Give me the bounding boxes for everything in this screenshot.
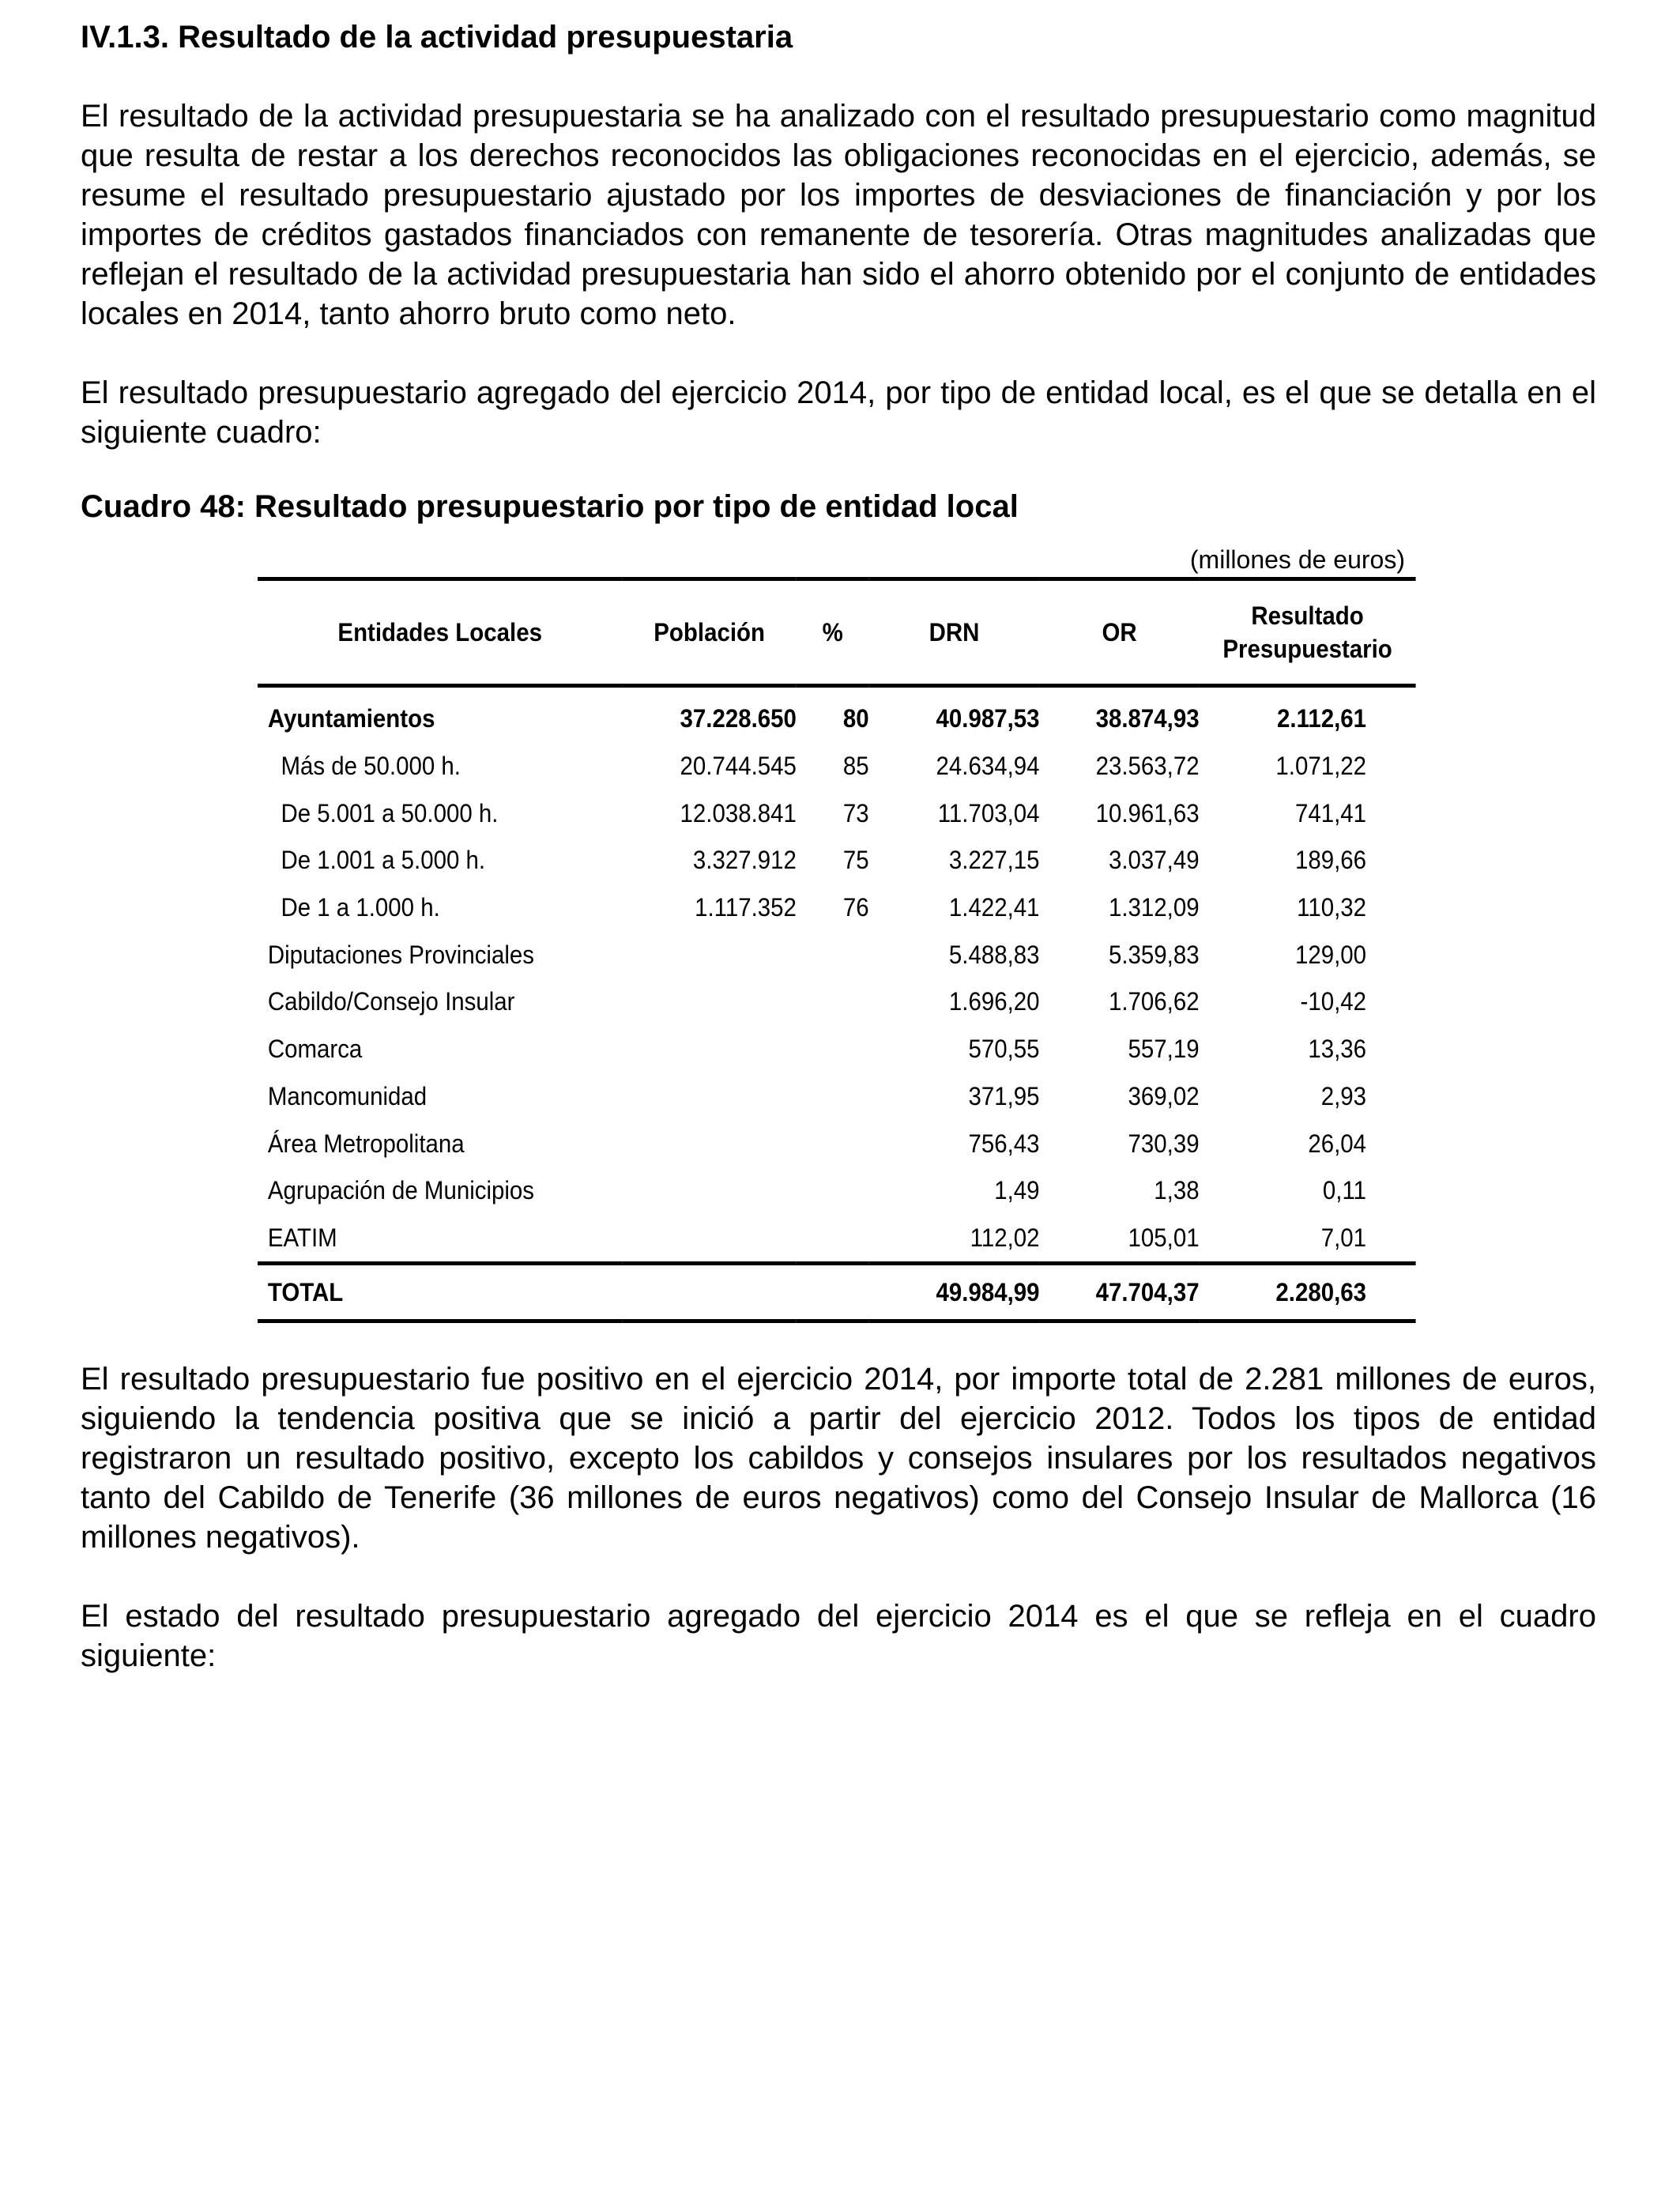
row-poblacion: 12.038.841	[680, 798, 797, 827]
total-poblacion	[622, 1264, 796, 1321]
row-drn: 1.422,41	[948, 893, 1040, 922]
row-pct: 73	[842, 798, 869, 827]
document-page	[81, 17, 1596, 1676]
table-row	[258, 1215, 1416, 1264]
row-or: 5.359,83	[1109, 940, 1200, 969]
row-or: 1,38	[1154, 1176, 1200, 1205]
table-row	[258, 686, 1416, 743]
row-pct: 80	[842, 704, 869, 733]
row-resultado: 189,66	[1294, 846, 1366, 875]
row-pct	[797, 1167, 869, 1215]
section-heading: IV.1.3. Resultado de la actividad presupuestaria	[81, 20, 793, 55]
row-poblacion: 20.744.545	[680, 752, 797, 781]
row-pct	[797, 978, 869, 1026]
row-resultado: 26,04	[1308, 1129, 1366, 1158]
row-resultado: 2.112,61	[1277, 704, 1366, 733]
table-row	[258, 1026, 1416, 1073]
row-poblacion: 37.228.650	[680, 704, 797, 733]
row-or: 23.563,72	[1095, 752, 1200, 781]
row-name: De 5.001 a 50.000 h.	[281, 798, 499, 827]
table-total-row	[258, 1264, 1416, 1321]
closing-paragraph: El estado del resultado presupuestario agregado del ejercicio 2014 es el que se refleja en el cuadro siguiente:	[81, 1599, 1596, 1674]
row-name: Mancomunidad	[267, 1081, 428, 1110]
table-row	[258, 884, 1416, 932]
row-pct	[797, 1073, 869, 1121]
table-row	[258, 978, 1416, 1026]
table-row	[258, 1120, 1416, 1167]
row-poblacion	[622, 1073, 796, 1121]
row-name: Área Metropolitana	[267, 1129, 465, 1158]
row-pct	[797, 1120, 869, 1167]
row-drn: 756,43	[968, 1129, 1040, 1158]
row-drn: 570,55	[968, 1035, 1040, 1064]
row-or: 10.961,63	[1095, 798, 1200, 827]
row-name: Agrupación de Municipios	[267, 1176, 535, 1205]
results-table	[258, 577, 1416, 1323]
row-drn: 24.634,94	[936, 752, 1040, 781]
row-resultado: 0,11	[1322, 1176, 1366, 1205]
row-drn: 11.703,04	[937, 798, 1040, 827]
row-or: 1.706,62	[1109, 987, 1200, 1016]
after-table-paragraph: El resultado presupuestario fue positivo en el ejercicio 2014, por importe total de 2.281 millones de euros, siguiendo la tendencia positiva que se inició a partir del ejercicio 2012. Todos los tipos de entidad registraron un resultado positivo, excepto los cabildos y consejos insulares por los resultados negativos tanto del Cabildo de Tenerife (36 millones de euros negativos) como del Consejo Insular de Mallorca (16 millones negativos).	[81, 1362, 1596, 1555]
row-drn: 3.227,15	[948, 846, 1040, 875]
row-poblacion	[622, 1215, 796, 1264]
row-or: 369,02	[1128, 1081, 1200, 1110]
header-resultado-line1: Resultado	[1251, 601, 1364, 630]
row-drn: 371,95	[968, 1081, 1040, 1110]
row-or: 557,19	[1128, 1035, 1200, 1064]
row-pct	[797, 1026, 869, 1073]
row-drn: 40.987,53	[936, 704, 1040, 733]
table-header-row	[258, 579, 1416, 686]
row-resultado: -10,42	[1300, 987, 1366, 1016]
table-row	[258, 790, 1416, 837]
table-row	[258, 1073, 1416, 1121]
row-or: 730,39	[1128, 1129, 1200, 1158]
intro-paragraph: El resultado de la actividad presupuestaria se ha analizado con el resultado presupuestario como magnitud que resulta de restar a los derechos reconocidos las obligaciones reconocidas en el ejercicio, además, se resume el resultado presupuestario ajustado por los importes de desviaciones de financiación y por los importes de créditos gastados financiados con remanente de tesorería. Otras magnitudes analizadas que reflejan el resultado de la actividad presupuestaria han sido el ahorro obtenido por el conjunto de entidades locales en 2014, tanto ahorro bruto como neto.	[81, 99, 1596, 331]
header-entidades: Entidades Locales	[258, 579, 622, 686]
row-resultado: 110,32	[1297, 893, 1366, 922]
row-poblacion	[622, 931, 796, 978]
results-table-container	[258, 542, 1416, 1323]
row-pct: 76	[842, 893, 869, 922]
table-units: (millones de euros)	[1189, 545, 1405, 574]
row-resultado: 129,00	[1294, 940, 1366, 969]
table-row	[258, 931, 1416, 978]
row-or: 38.874,93	[1095, 704, 1200, 733]
row-pct	[797, 931, 869, 978]
row-poblacion: 1.117.352	[695, 893, 797, 922]
row-resultado: 741,41	[1294, 798, 1366, 827]
total-pct	[797, 1264, 869, 1321]
row-poblacion: 3.327.912	[692, 846, 797, 875]
header-pct: %	[797, 579, 869, 686]
row-name: Diputaciones Provinciales	[267, 940, 534, 969]
row-name: De 1 a 1.000 h.	[281, 893, 440, 922]
table-row	[258, 1167, 1416, 1215]
header-resultado	[1200, 579, 1416, 686]
row-resultado: 7,01	[1320, 1223, 1366, 1252]
row-resultado: 13,36	[1308, 1035, 1366, 1064]
row-poblacion	[622, 978, 796, 1026]
total-or: 47.704,37	[1039, 1264, 1199, 1321]
header-drn: DRN	[869, 579, 1040, 686]
header-poblacion: Población	[622, 579, 796, 686]
table-row	[258, 743, 1416, 790]
table-row	[258, 837, 1416, 884]
row-or: 3.037,49	[1109, 846, 1200, 875]
row-name: Más de 50.000 h.	[281, 752, 461, 781]
row-name: De 1.001 a 5.000 h.	[281, 846, 486, 875]
row-poblacion	[622, 1120, 796, 1167]
row-name: Comarca	[267, 1035, 363, 1064]
row-poblacion	[622, 1167, 796, 1215]
total-drn: 49.984,99	[869, 1264, 1040, 1321]
row-pct: 85	[842, 752, 869, 781]
lead-in-paragraph: El resultado presupuestario agregado del ejercicio 2014, por tipo de entidad local, es el que se detalla en el siguiente cuadro:	[81, 375, 1596, 450]
row-or: 1.312,09	[1109, 893, 1200, 922]
row-pct	[797, 1215, 869, 1264]
table-caption: Cuadro 48: Resultado presupuestario por tipo de entidad local	[81, 489, 1019, 524]
total-resultado: 2.280,63	[1200, 1264, 1416, 1321]
row-or: 105,01	[1128, 1223, 1200, 1252]
row-drn: 112,02	[970, 1223, 1040, 1252]
row-drn: 5.488,83	[948, 940, 1040, 969]
row-poblacion	[622, 1026, 796, 1073]
total-name: TOTAL	[258, 1264, 622, 1321]
row-drn: 1,49	[994, 1176, 1040, 1205]
row-name: Ayuntamientos	[267, 704, 435, 733]
row-resultado: 1.071,22	[1275, 752, 1366, 781]
row-name: EATIM	[267, 1223, 337, 1252]
row-pct: 75	[842, 846, 869, 875]
row-name: Cabildo/Consejo Insular	[267, 987, 515, 1016]
row-resultado: 2,93	[1320, 1081, 1366, 1110]
row-drn: 1.696,20	[948, 987, 1040, 1016]
header-or: OR	[1039, 579, 1199, 686]
header-resultado-line2: Presupuestario	[1222, 635, 1392, 663]
